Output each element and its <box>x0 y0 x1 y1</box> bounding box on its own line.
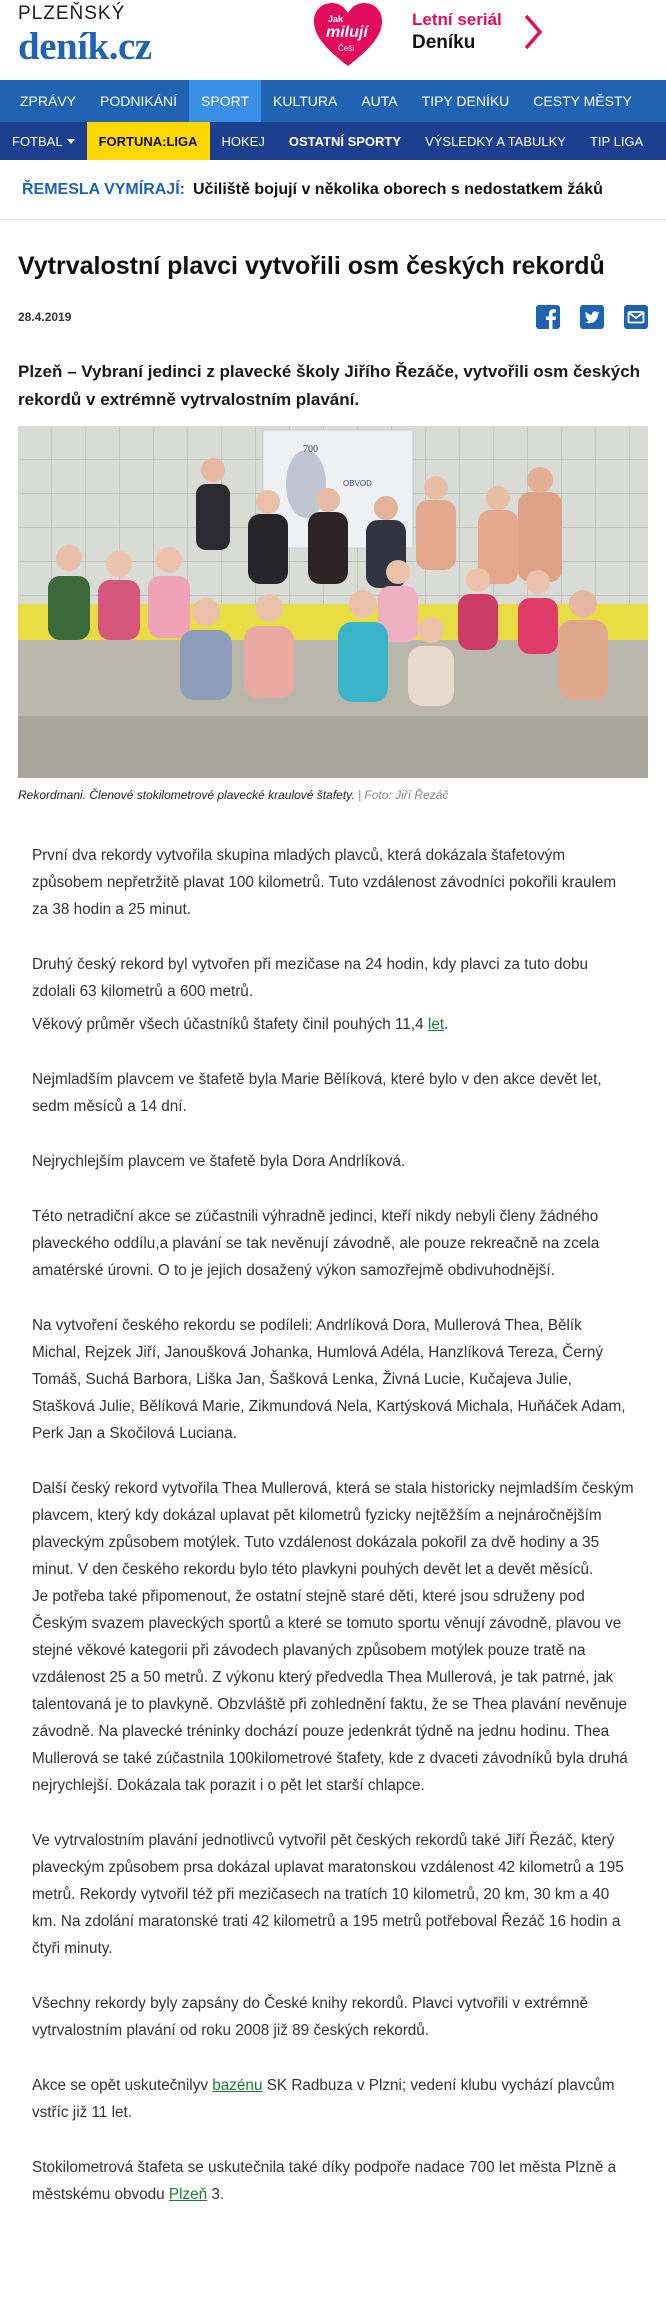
promo-banner[interactable] <box>312 2 542 68</box>
paragraph-text: Věkový průměr všech účastníků štafety činil pouhých 11,4 <box>32 1016 428 1033</box>
ticker-headline[interactable]: Učiliště bojují v několika oborech s nedostatkem žáků <box>192 180 603 198</box>
ticker-label: ŘEMESLA VYMÍRAJÍ: <box>22 180 185 198</box>
nav-item-tipy-deniku[interactable]: TIPY DENÍKU <box>421 93 510 109</box>
facebook-icon[interactable] <box>536 305 560 329</box>
sub-nav <box>0 122 666 160</box>
article-paragraph: Nejrychlejším plavcem ve štafetě byla Dora Andrlíková. <box>32 1153 406 1170</box>
main-nav <box>0 80 666 122</box>
article-paragraph: Této netradiční akce se zúčastnili výhradně jedinci, kteří nikdy nebyli členy žádného plaveckého oddílu,a plavání se tak nevěnují závodně, ale pouze rekreačně na zcela amatérské úrovni. O to je jejich dosažený výkon samozřejmě obdivuhodnější. <box>32 1208 600 1279</box>
photo-banner-text-a: 700 <box>303 444 318 455</box>
promo-line2: Deníku <box>412 32 476 53</box>
article-meta <box>18 304 648 330</box>
subnav-item-hokej[interactable]: HOKEJ <box>221 133 265 149</box>
nav-item-podnikani[interactable]: PODNIKÁNÍ <box>100 93 178 109</box>
paragraph-text: Akce se opět uskutečnilyv <box>32 2077 213 2094</box>
nav-item-zpravy[interactable]: ZPRÁVY <box>20 93 77 109</box>
twitter-icon[interactable] <box>580 305 604 329</box>
inline-link-plzen[interactable]: Plzeň <box>168 2186 208 2203</box>
paragraph-text: Stokilometrová štafeta se uskutečnila také díky podpoře nadace 700 let města Plzně a městskému obvodu <box>32 2159 617 2203</box>
article-paragraph <box>32 1011 634 1038</box>
site-header <box>0 0 666 80</box>
paragraph-text: 3. <box>207 2186 225 2203</box>
nav-item-sport[interactable]: SPORT <box>189 80 261 122</box>
subnav-item-vysledky[interactable]: VÝSLEDKY A TABULKY <box>425 133 566 149</box>
article-photo[interactable] <box>18 426 648 778</box>
article-title: Vytrvalostní plavci vytvořili osm českých rekordů <box>18 252 605 280</box>
photo-credit: | Foto: Jiří Řezáč <box>357 788 449 802</box>
nav-item-cesty-mesty[interactable]: CESTY MĚSTY <box>533 93 632 109</box>
photo-caption <box>18 788 648 802</box>
photo-banner-text-b: OBVOD <box>343 479 372 488</box>
article-paragraph <box>32 2072 634 2126</box>
inline-link-bazenu[interactable]: bazénu <box>212 2077 263 2094</box>
promo-heart-text-b: milují <box>326 24 368 41</box>
article-paragraph: První dva rekordy vytvořila skupina mladých plavců, která dokázala štafetovým způsobem nepřetržitě plavat 100 kilometrů. Tuto vzdálenost závodníci pokořili kraulem za 38 hodin a 25 minut. <box>32 847 617 918</box>
subnav-item-tip-liga[interactable]: TIP LIGA <box>589 133 644 149</box>
photo-caption-text: Rekordmani. Členové stokilometrové plavecké kraulové štafety. <box>18 788 355 802</box>
promo-heart-text-c: Češi <box>338 44 355 53</box>
subnav-item-ostatni-sporty[interactable]: OSTATNÍ SPORTY <box>288 133 402 149</box>
article <box>0 250 666 2208</box>
chevron-right-icon[interactable] <box>522 12 544 52</box>
nav-item-auta[interactable]: AUTA <box>361 93 398 109</box>
article-paragraph: Nejmladším plavcem ve štafetě byla Marie Bělíková, které bylo v den akce devět let, sedm měsíců a 14 dní. <box>32 1071 602 1115</box>
logo-region[interactable]: PLZEŇSKÝ <box>18 3 126 24</box>
nav-item-kultura[interactable]: KULTURA <box>273 93 338 109</box>
caret-down-icon <box>67 139 75 144</box>
article-date: 28.4.2019 <box>18 310 72 324</box>
group-photo-image <box>18 426 648 778</box>
article-paragraph: Je potřeba také připomenout, že ostatní stejně staré děti, které jsou sdruženy pod Českým svazem plaveckých sportů a které se tomuto sportu věnují závodně, plavou ve stejné věkové kategorii při závodech plavaných způsobem motýlek pouze tratě na vzdálenost 25 a 50 metrů. Z výkonu který předvedla Thea Mullerová, je tak patrné, jak talentovaná je to plavkyně. Obzvláště při zohlednění faktu, že se Thea plavání nevěnuje závodně. Na plavecké tréninky dochází pouze jedenkrát týdně na jednu hodinu. Thea Mullerová se také zúčastnila 100kilometrové štafety, kde z dvaceti závodníků byla druhá nejrychlejší. Dokázala tak porazit i o pět let starší chlapce. <box>32 1588 628 1794</box>
email-icon[interactable] <box>624 305 648 329</box>
promo-line1: Letní seriál <box>412 10 502 29</box>
paragraph-text: SK Radbuza v Plzni; vedení klubu vychází plavcům vstříc již 11 let. <box>32 2077 615 2121</box>
article-lead: Plzeň – Vybraní jedinci z plavecké školy Jiřího Řezáče, vytvořili osm českých rekordů v extrémně vytrvalostním plavání. <box>18 362 641 409</box>
news-ticker[interactable] <box>0 160 666 220</box>
article-paragraph: Všechny rekordy byly zapsány do České knihy rekordů. Plavci vytvořili v extrémně vytrvalostním plavání od roku 2008 již 89 českých rekordů. <box>32 1995 589 2039</box>
paragraph-text: . <box>444 1016 449 1033</box>
article-paragraph: Druhý český rekord byl vytvořen při mezičase na 24 hodin, kdy plavci za tuto dobu zdolali 63 kilometrů a 600 metrů. <box>32 956 589 1000</box>
promo-heart-text-a: Jak <box>328 14 344 24</box>
article-paragraph: Na vytvoření českého rekordu se podíleli: Andrlíková Dora, Mullerová Thea, Bělík Michal, Rejzek Jiří, Janoušková Johanka, Humlová Adéla, Hanzlíková Tereza, Černý Tomáš, Suchá Barbora, Liška Jan, Šašková Lenka, Živná Lucie, Kučajeva Julie, Stašková Julie, Bělíková Marie, Zikmundová Nela, Kartýsková Michala, Huňáček Adam, Perk Jan a Skočilová Luciana. <box>32 1317 626 1442</box>
article-paragraph: Další český rekord vytvořila Thea Mullerová, která se stala historicky nejmladším českým plavcem, který kdy dokázal uplavat pět kilometrů fyzicky nejtěžším a nejnáročnějším plaveckým způsobem motýlek. Tuto vzdálenost dokázala pokořil za dvě hodiny a 35 minut. V den českého rekordu bylo této plavkyni pouhých devět let a devět měsíců. <box>32 1480 634 1578</box>
subnav-item-fortuna-liga[interactable]: FORTUNA:LIGA <box>87 122 210 160</box>
logo[interactable]: deník.cz <box>18 25 152 68</box>
inline-link-let[interactable]: let <box>427 1016 445 1033</box>
article-body <box>18 802 648 2208</box>
share-buttons <box>536 305 648 329</box>
subnav-item-fotbal-label: FOTBAL <box>12 133 63 149</box>
subnav-item-fotbal[interactable] <box>0 122 87 160</box>
article-paragraph <box>32 2154 634 2208</box>
article-paragraph: Ve vytrvalostním plavání jednotlivců vytvořil pět českých rekordů také Jiří Řezáč, který plaveckým způsobem prsa dokázal uplavat maratonskou vzdálenost 42 kilometrů a 195 metrů. Rekordy vytvořil též při mezičasech na tratích 10 kilometrů, 20 km, 30 km a 40 km. Na zdolání maratonské trati 42 kilometrů a 195 metrů potřeboval Řezáč 16 hodin a čtyři minuty. <box>32 1832 624 1957</box>
